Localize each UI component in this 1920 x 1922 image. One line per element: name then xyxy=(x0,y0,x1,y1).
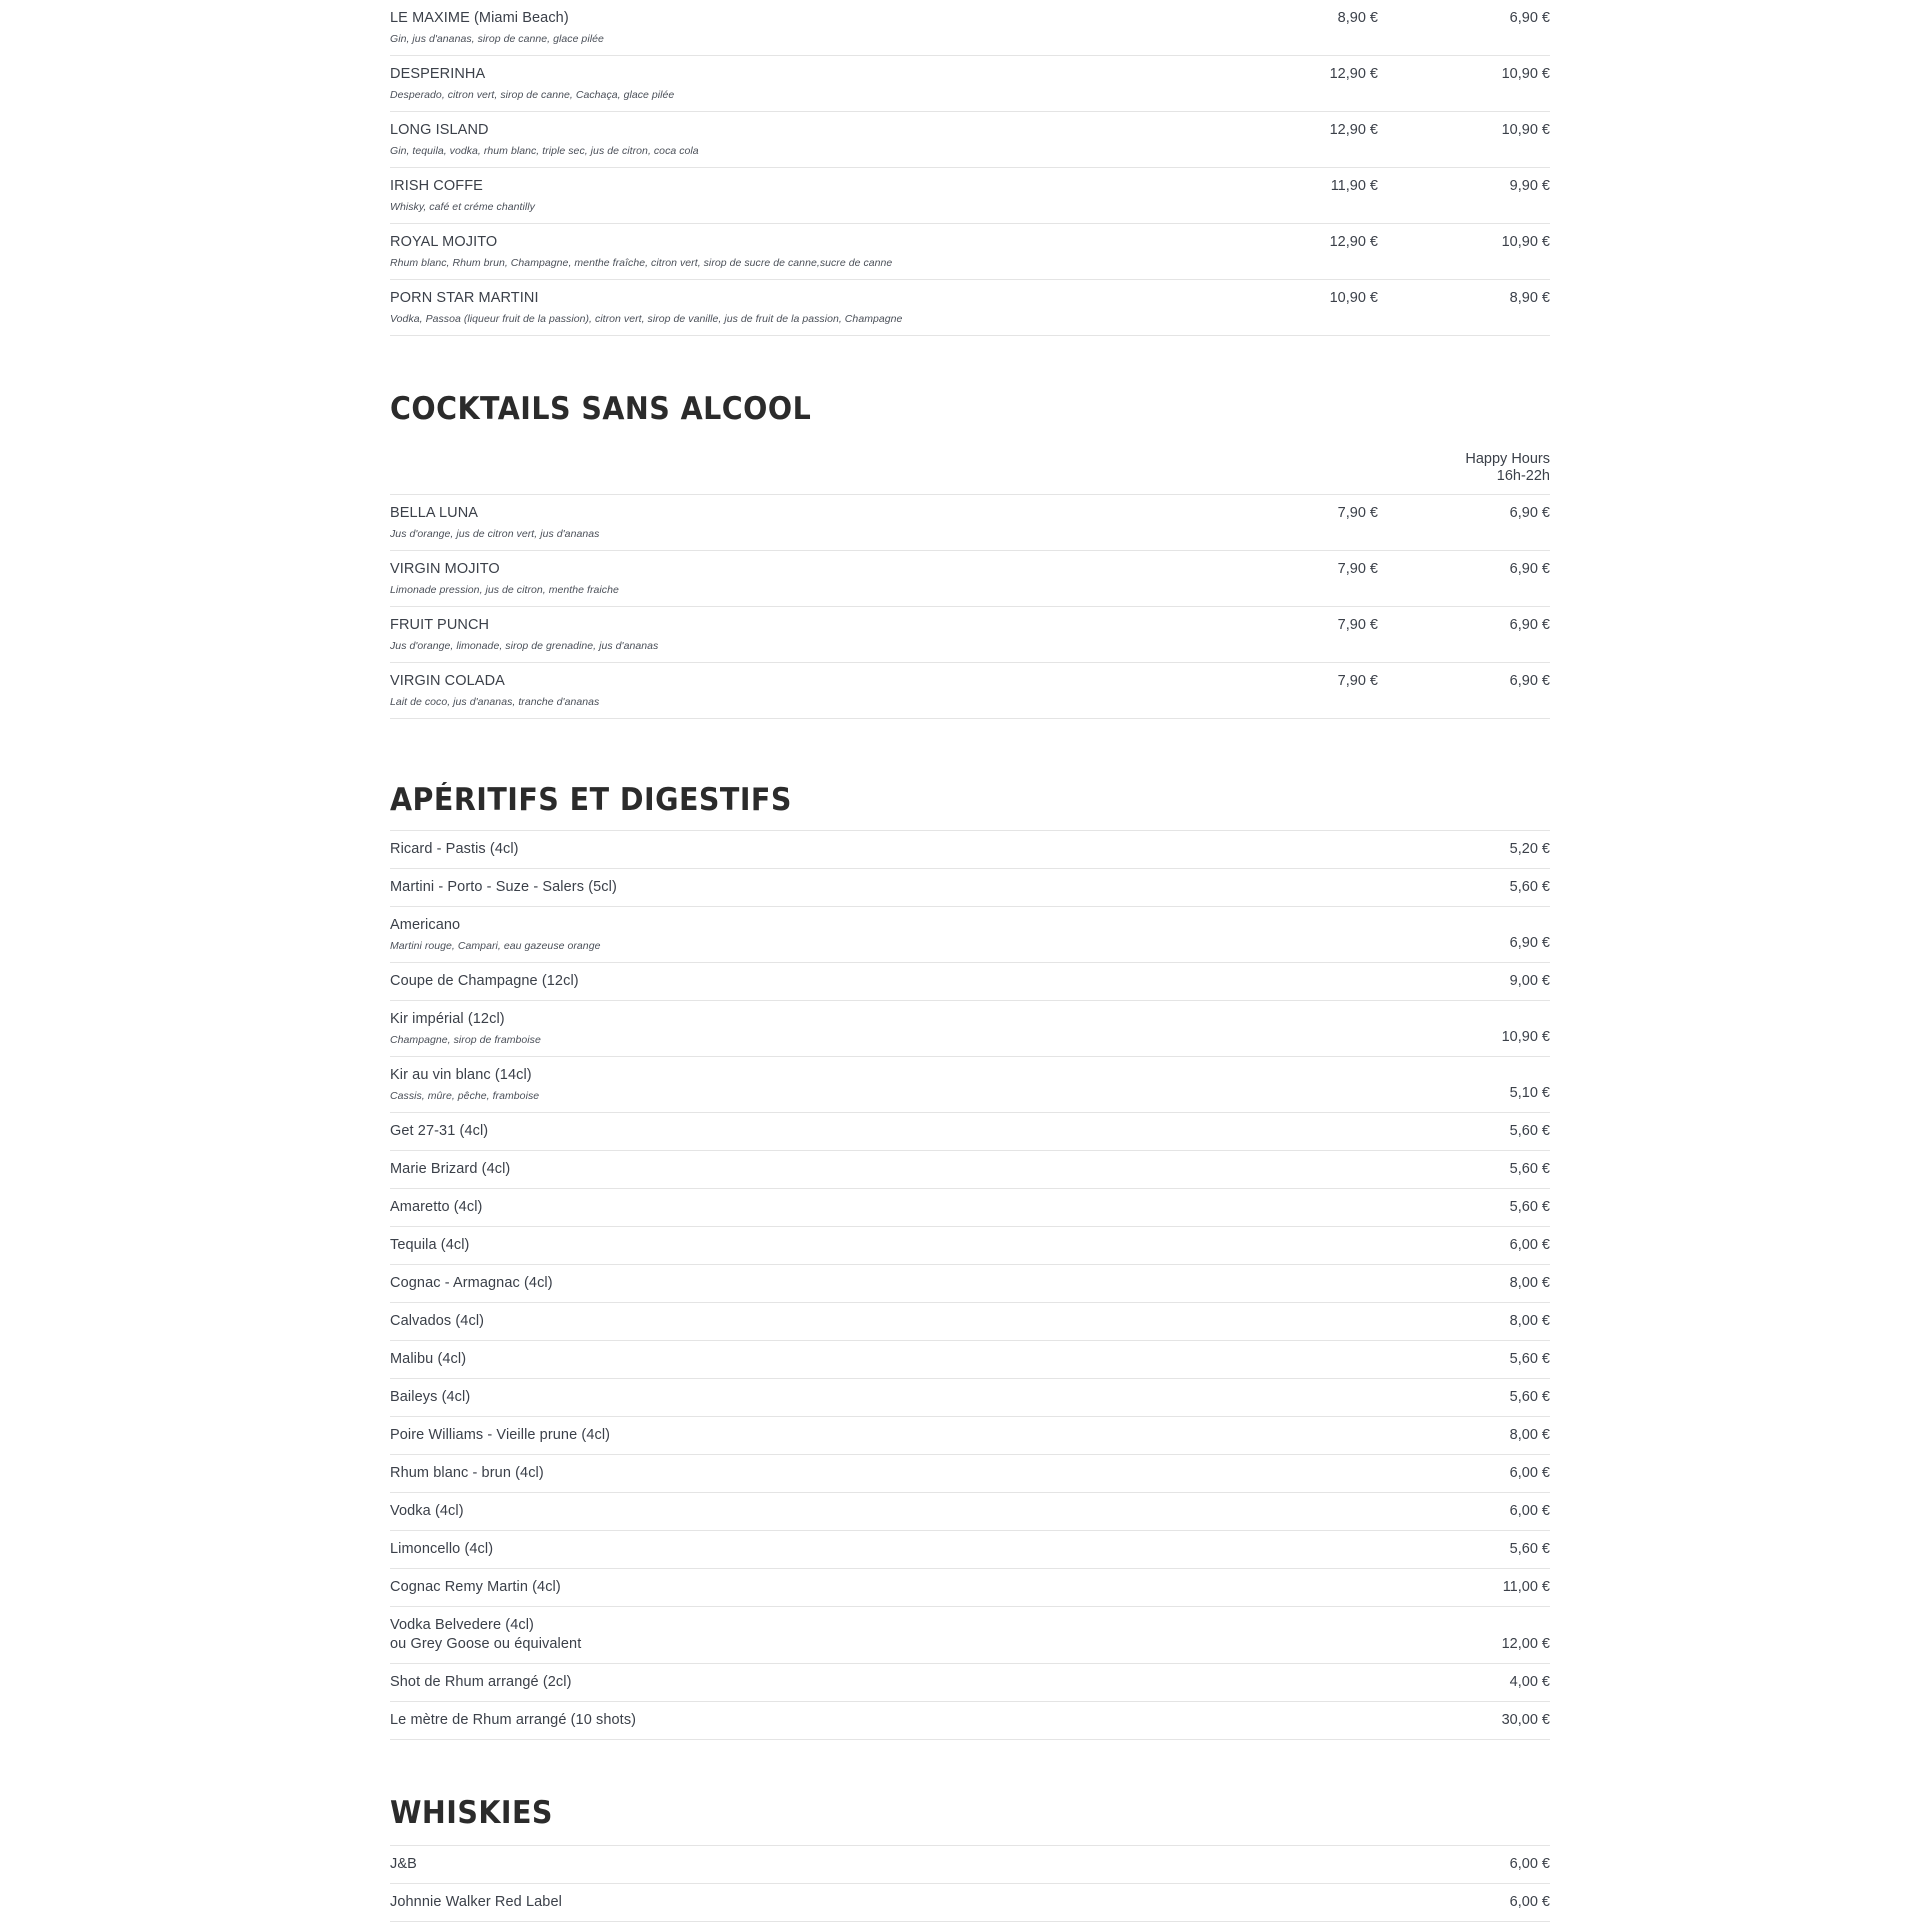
table-row[interactable] xyxy=(390,1303,1550,1341)
row-main xyxy=(390,1151,1390,1188)
table-row[interactable] xyxy=(390,1417,1550,1455)
section-cocktails-continued xyxy=(390,0,1550,336)
item-name: PORN STAR MARTINI xyxy=(390,290,539,306)
row-main xyxy=(390,1493,1390,1530)
table-row[interactable] xyxy=(390,1057,1550,1113)
item-price: 7,90 € xyxy=(1337,617,1378,633)
item-price: 8,00 € xyxy=(1509,1313,1550,1329)
item-name-line1: Vodka Belvedere (4cl) xyxy=(390,1617,534,1633)
table-row[interactable] xyxy=(390,831,1550,869)
item-description: Cassis, mûre, pêche, framboise xyxy=(390,1090,540,1102)
item-price: 5,10 € xyxy=(1509,1085,1550,1101)
item-name: IRISH COFFE xyxy=(390,178,483,194)
section-aperitifs-et-digestifs xyxy=(390,782,1550,1740)
item-price: 6,00 € xyxy=(1509,1894,1550,1910)
table-row[interactable] xyxy=(390,1227,1550,1265)
item-name: Ricard - Pastis (4cl) xyxy=(390,841,519,857)
row-main xyxy=(390,963,1390,1000)
item-price: 6,00 € xyxy=(1509,1856,1550,1872)
row-main xyxy=(390,1455,1390,1492)
row-main xyxy=(390,56,1206,111)
item-name: Le mètre de Rhum arrangé (10 shots) xyxy=(390,1712,637,1728)
table-row[interactable] xyxy=(390,280,1550,336)
row-main xyxy=(390,869,1390,906)
row-main xyxy=(390,1265,1390,1302)
row-main xyxy=(390,1569,1390,1606)
item-name: Kir au vin blanc (14cl) xyxy=(390,1067,532,1083)
table-row[interactable] xyxy=(390,1455,1550,1493)
section-title: WHISKIES xyxy=(390,1795,553,1831)
row-main xyxy=(390,495,1206,550)
item-price: 8,90 € xyxy=(1337,10,1378,26)
table-row[interactable] xyxy=(390,663,1550,719)
item-name: LONG ISLAND xyxy=(390,122,489,138)
happy-hours-label xyxy=(1365,451,1550,484)
item-name: Vodka (4cl) xyxy=(390,1503,464,1519)
item-price: 30,00 € xyxy=(1501,1712,1550,1728)
item-name-line2: ou Grey Goose ou équivalent xyxy=(390,1636,582,1652)
row-main xyxy=(390,1884,1390,1921)
item-happy-hour-price: 6,90 € xyxy=(1509,673,1550,689)
item-price: 10,90 € xyxy=(1329,290,1378,306)
item-price: 12,90 € xyxy=(1329,234,1378,250)
item-name: VIRGIN COLADA xyxy=(390,673,505,689)
table-row[interactable] xyxy=(390,1001,1550,1057)
item-name: Tequila (4cl) xyxy=(390,1237,470,1253)
item-name: Malibu (4cl) xyxy=(390,1351,467,1367)
table-row[interactable] xyxy=(390,1702,1550,1740)
happy-hours-title: Happy Hours xyxy=(1465,451,1550,467)
item-price: 6,90 € xyxy=(1509,935,1550,951)
row-main xyxy=(390,280,1206,335)
table-row[interactable] xyxy=(390,551,1550,607)
item-price: 5,60 € xyxy=(1509,1123,1550,1139)
item-name: Cognac Remy Martin (4cl) xyxy=(390,1579,561,1595)
row-main xyxy=(390,1379,1390,1416)
item-description: Lait de coco, jus d'ananas, tranche d'ananas xyxy=(390,696,600,708)
item-name: Calvados (4cl) xyxy=(390,1313,485,1329)
item-happy-hour-price: 6,90 € xyxy=(1509,617,1550,633)
item-happy-hour-price: 8,90 € xyxy=(1509,290,1550,306)
item-price: 7,90 € xyxy=(1337,561,1378,577)
item-description: Limonade pression, jus de citron, menthe fraiche xyxy=(390,584,619,596)
row-main xyxy=(390,1227,1390,1264)
item-name: Baileys (4cl) xyxy=(390,1389,471,1405)
item-price: 8,00 € xyxy=(1509,1427,1550,1443)
table-row[interactable] xyxy=(390,1884,1550,1922)
item-name: Cognac - Armagnac (4cl) xyxy=(390,1275,553,1291)
item-description: Champagne, sirop de framboise xyxy=(390,1034,541,1046)
section-whiskies xyxy=(390,1795,1550,1922)
table-row[interactable] xyxy=(390,56,1550,112)
table-row[interactable] xyxy=(390,112,1550,168)
item-happy-hour-price: 6,90 € xyxy=(1509,10,1550,26)
item-name: Martini - Porto - Suze - Salers (5cl) xyxy=(390,879,617,895)
table-row[interactable] xyxy=(390,869,1550,907)
table-row[interactable] xyxy=(390,1664,1550,1702)
row-main xyxy=(390,1531,1390,1568)
table-row[interactable] xyxy=(390,963,1550,1001)
item-happy-hour-price: 10,90 € xyxy=(1501,66,1550,82)
section-cocktails-sans-alcool xyxy=(390,391,1550,719)
item-price: 5,60 € xyxy=(1509,1351,1550,1367)
item-name: VIRGIN MOJITO xyxy=(390,561,500,577)
happy-hours-column-header xyxy=(390,425,1550,494)
table-row[interactable] xyxy=(390,907,1550,963)
menu-list-cocktails-sans-alcool xyxy=(390,494,1550,719)
item-name: Amaretto (4cl) xyxy=(390,1199,483,1215)
row-main xyxy=(390,663,1206,718)
item-name: BELLA LUNA xyxy=(390,505,479,521)
item-name: Marie Brizard (4cl) xyxy=(390,1161,511,1177)
item-name: Shot de Rhum arrangé (2cl) xyxy=(390,1674,572,1690)
row-main xyxy=(390,907,1390,962)
item-description: Gin, tequila, vodka, rhum blanc, triple sec, jus de citron, coca cola xyxy=(390,145,699,157)
menu-list-cocktails-continued xyxy=(390,0,1550,336)
item-name: Johnnie Walker Red Label xyxy=(390,1894,562,1910)
table-row[interactable] xyxy=(390,1569,1550,1607)
table-row[interactable] xyxy=(390,1151,1550,1189)
item-price: 9,00 € xyxy=(1509,973,1550,989)
table-row[interactable] xyxy=(390,1379,1550,1417)
item-happy-hour-price: 10,90 € xyxy=(1501,234,1550,250)
table-row[interactable] xyxy=(390,224,1550,280)
row-main xyxy=(390,1057,1390,1112)
menu-list-whiskies xyxy=(390,1845,1550,1922)
menu-content xyxy=(390,0,1550,1922)
row-main xyxy=(390,0,1206,55)
item-description: Rhum blanc, Rhum brun, Champagne, menthe fraîche, citron vert, sirop de sucre de canne,sucre de canne xyxy=(390,257,893,269)
table-row[interactable] xyxy=(390,1531,1550,1569)
item-price: 11,00 € xyxy=(1502,1579,1550,1595)
table-row[interactable] xyxy=(390,1493,1550,1531)
item-description: Vodka, Passoa (liqueur fruit de la passion), citron vert, sirop de vanille, jus de fruit de la passion, Champagne xyxy=(390,313,903,325)
item-name: Americano xyxy=(390,917,461,933)
row-main xyxy=(390,1607,1390,1663)
item-name: Coupe de Champagne (12cl) xyxy=(390,973,579,989)
item-name: FRUIT PUNCH xyxy=(390,617,490,633)
item-price: 12,90 € xyxy=(1329,122,1378,138)
item-description: Whisky, café et créme chantilly xyxy=(390,201,535,213)
item-price: 5,60 € xyxy=(1509,1541,1550,1557)
row-main xyxy=(390,1702,1390,1739)
item-description: Jus d'orange, limonade, sirop de grenadine, jus d'ananas xyxy=(390,640,659,652)
table-row[interactable] xyxy=(390,1846,1550,1884)
item-price: 12,00 € xyxy=(1501,1636,1550,1652)
item-description: Desperado, citron vert, sirop de canne, Cachaça, glace pilée xyxy=(390,89,675,101)
item-name xyxy=(390,1616,1390,1654)
row-main xyxy=(390,1664,1390,1701)
item-price: 5,60 € xyxy=(1509,879,1550,895)
item-name: Get 27-31 (4cl) xyxy=(390,1123,489,1139)
item-price: 12,90 € xyxy=(1329,66,1378,82)
table-row[interactable] xyxy=(390,1265,1550,1303)
table-row[interactable] xyxy=(390,168,1550,224)
table-row[interactable] xyxy=(390,1341,1550,1379)
item-name: Poire Williams - Vieille prune (4cl) xyxy=(390,1427,611,1443)
row-main xyxy=(390,112,1206,167)
row-main xyxy=(390,1113,1390,1150)
item-price: 4,00 € xyxy=(1509,1674,1550,1690)
row-main xyxy=(390,168,1206,223)
item-price: 5,60 € xyxy=(1509,1199,1550,1215)
item-name: DESPERINHA xyxy=(390,66,486,82)
item-description: Gin, jus d'ananas, sirop de canne, glace pilée xyxy=(390,33,604,45)
section-title: APÉRITIFS ET DIGESTIFS xyxy=(390,782,792,818)
table-row[interactable] xyxy=(390,495,1550,551)
table-row[interactable] xyxy=(390,1189,1550,1227)
table-row[interactable] xyxy=(390,0,1550,56)
item-name: J&B xyxy=(390,1856,417,1872)
item-price: 11,90 € xyxy=(1330,178,1378,194)
row-main xyxy=(390,607,1206,662)
item-price: 5,20 € xyxy=(1509,841,1550,857)
row-main xyxy=(390,831,1390,868)
item-price: 6,00 € xyxy=(1509,1237,1550,1253)
row-main xyxy=(390,551,1206,606)
row-main xyxy=(390,1189,1390,1226)
row-main xyxy=(390,1001,1390,1056)
table-row[interactable] xyxy=(390,607,1550,663)
item-happy-hour-price: 9,90 € xyxy=(1509,178,1550,194)
item-price: 10,90 € xyxy=(1501,1029,1550,1045)
row-main xyxy=(390,1303,1390,1340)
item-price: 7,90 € xyxy=(1337,673,1378,689)
item-price: 5,60 € xyxy=(1509,1389,1550,1405)
item-name: Limoncello (4cl) xyxy=(390,1541,494,1557)
table-row[interactable] xyxy=(390,1113,1550,1151)
item-price: 6,00 € xyxy=(1509,1503,1550,1519)
item-price: 5,60 € xyxy=(1509,1161,1550,1177)
row-main xyxy=(390,1341,1390,1378)
row-main xyxy=(390,1417,1390,1454)
item-name: Rhum blanc - brun (4cl) xyxy=(390,1465,544,1481)
item-description: Martini rouge, Campari, eau gazeuse orange xyxy=(390,940,601,952)
item-name: ROYAL MOJITO xyxy=(390,234,498,250)
item-name: LE MAXIME (Miami Beach) xyxy=(390,10,569,26)
section-title: COCKTAILS SANS ALCOOL xyxy=(390,391,812,427)
item-happy-hour-price: 10,90 € xyxy=(1501,122,1550,138)
item-name: Kir impérial (12cl) xyxy=(390,1011,505,1027)
row-main xyxy=(390,1846,1390,1883)
item-happy-hour-price: 6,90 € xyxy=(1509,561,1550,577)
item-happy-hour-price: 6,90 € xyxy=(1509,505,1550,521)
table-row[interactable] xyxy=(390,1607,1550,1664)
row-main xyxy=(390,224,1206,279)
item-price: 7,90 € xyxy=(1337,505,1378,521)
menu-list-aperitifs xyxy=(390,830,1550,1740)
item-description: Jus d'orange, jus de citron vert, jus d'ananas xyxy=(390,528,600,540)
happy-hours-time: 16h-22h xyxy=(1496,467,1550,484)
item-price: 6,00 € xyxy=(1509,1465,1550,1481)
item-price: 8,00 € xyxy=(1509,1275,1550,1291)
